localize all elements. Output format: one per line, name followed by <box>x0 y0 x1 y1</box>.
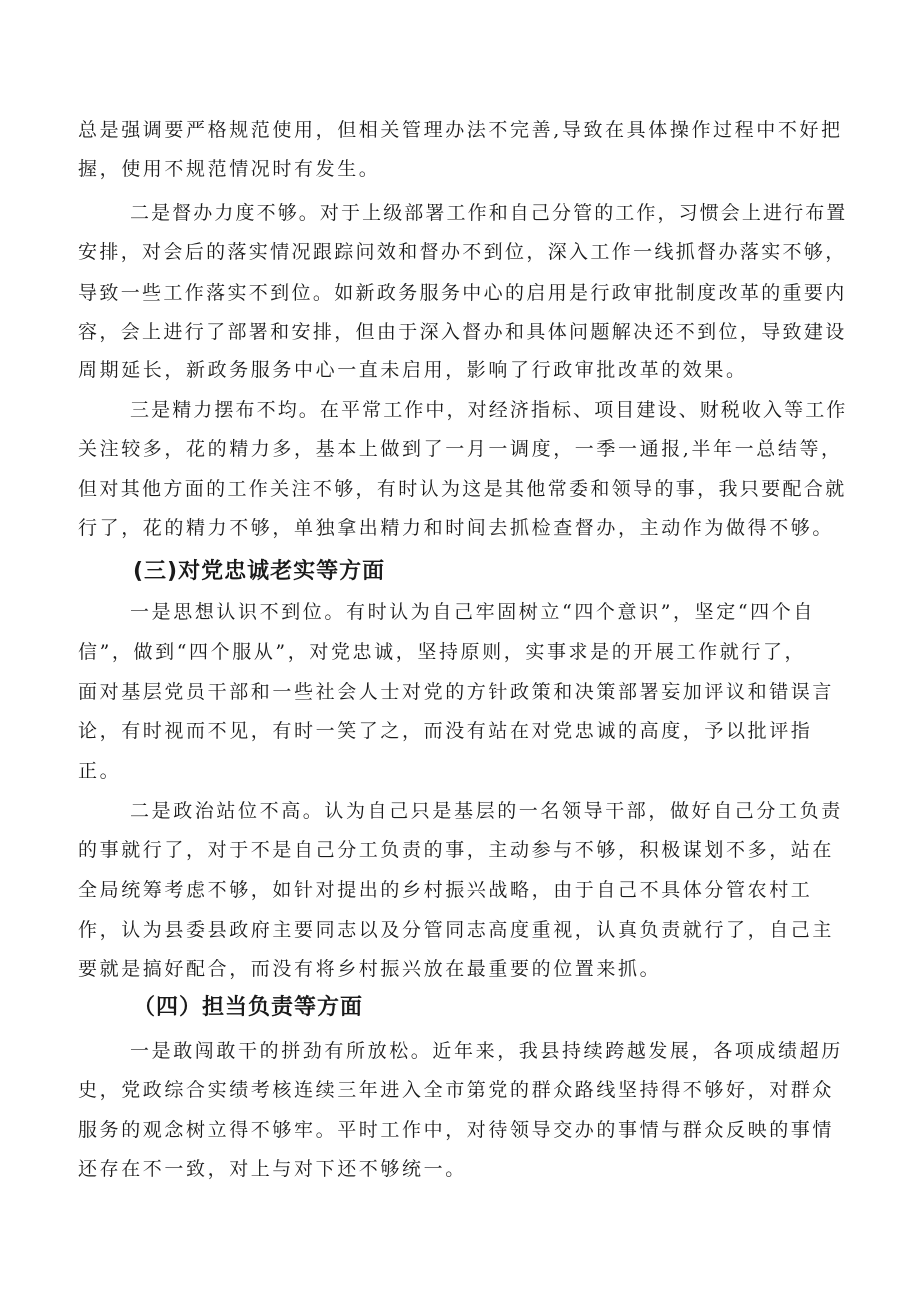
text-line: 导致一些工作落实不到位。如新政务服务中心的启用是行政审批制度改革的重要内 <box>78 282 847 304</box>
text-line: 容，会上进行了部署和安排，但由于深入督办和具体问题解决还不到位，导致建设 <box>78 321 847 343</box>
text-line: 安排，对会后的落实情况跟踪问效和督办不到位，深入工作一线抓督办落实不够， <box>78 241 847 263</box>
text-line: 总是强调要严格规范使用，但相关管理办法不完善,导致在具体操作过程中不好把 <box>78 119 843 141</box>
text-line: 握，使用不规范情况时有发生。 <box>78 158 381 180</box>
text-line: 关注较多，花的精力多，基本上做到了一月一调度，一季一通报,半年一总结等， <box>78 438 843 460</box>
text-line: 一是思想认识不到位。有时认为自己牢固树立“四个意识”，坚定“四个自 <box>130 601 815 623</box>
section-heading: (三)对党忠诚老实等方面 <box>133 559 386 584</box>
text-line: 二是政治站位不高。认为自己只是基层的一名领导干部，做好自己分工负责 <box>130 800 843 822</box>
text-line: 全局统筹考虑不够，如针对提出的乡村振兴战略，由于自己不具体分管农村工 <box>78 879 813 901</box>
text-line: 但对其他方面的工作关注不够，有时认为这是其他常委和领导的事，我只要配合就 <box>78 478 847 500</box>
text-line: 行了，花的精力不够，单独拿出精力和时间去抓检查督办，主动作为做得不够。 <box>78 517 835 539</box>
text-line: 还存在不一致，对上与对下还不够统一。 <box>78 1158 467 1180</box>
text-line: 信”，做到“四个服从”，对党忠诚，坚持原则，实事求是的开展工作就行了， <box>78 641 807 663</box>
text-line: 论，有时视而不见，有时一笑了之，而没有站在对党忠诚的高度，予以批评指 <box>78 720 813 742</box>
text-line: 的事就行了，对于不是自己分工负责的事，主动参与不够，积极谋划不多，站在 <box>78 839 835 861</box>
text-line: 史，党政综合实绩考核连续三年进入全市第党的群众路线坚持得不够好，对群众 <box>78 1079 835 1101</box>
text-line: 三是精力摆布不均。在平常工作中，对经济指标、项目建设、财税收入等工作 <box>130 399 848 421</box>
text-line: 周期延长，新政务服务中心一直未启用，影响了行政审批改革的效果。 <box>78 359 748 381</box>
text-line: 二是督办力度不够。对于上级部署工作和自己分管的工作，习惯会上进行布置 <box>130 202 848 224</box>
text-line: 一是敢闯敢干的拼劲有所放松。近年来，我县持续跨越发展，各项成绩超历 <box>130 1040 843 1062</box>
section-heading: （四）担当负责等方面 <box>133 995 364 1020</box>
text-line: 作，认为县委县政府主要同志以及分管同志高度重视，认真负责就行了，自己主 <box>78 919 835 941</box>
text-line: 要就是搞好配合，而没有将乡村振兴放在最重要的位置来抓。 <box>78 958 662 980</box>
text-line: 服务的观念树立得不够牢。平时工作中，对待领导交办的事情与群众反映的事情 <box>78 1119 835 1141</box>
text-line: 面对基层党员干部和一些社会人士对党的方针政策和决策部署妄加评议和错误言 <box>78 681 835 703</box>
text-line: 正。 <box>78 760 122 782</box>
